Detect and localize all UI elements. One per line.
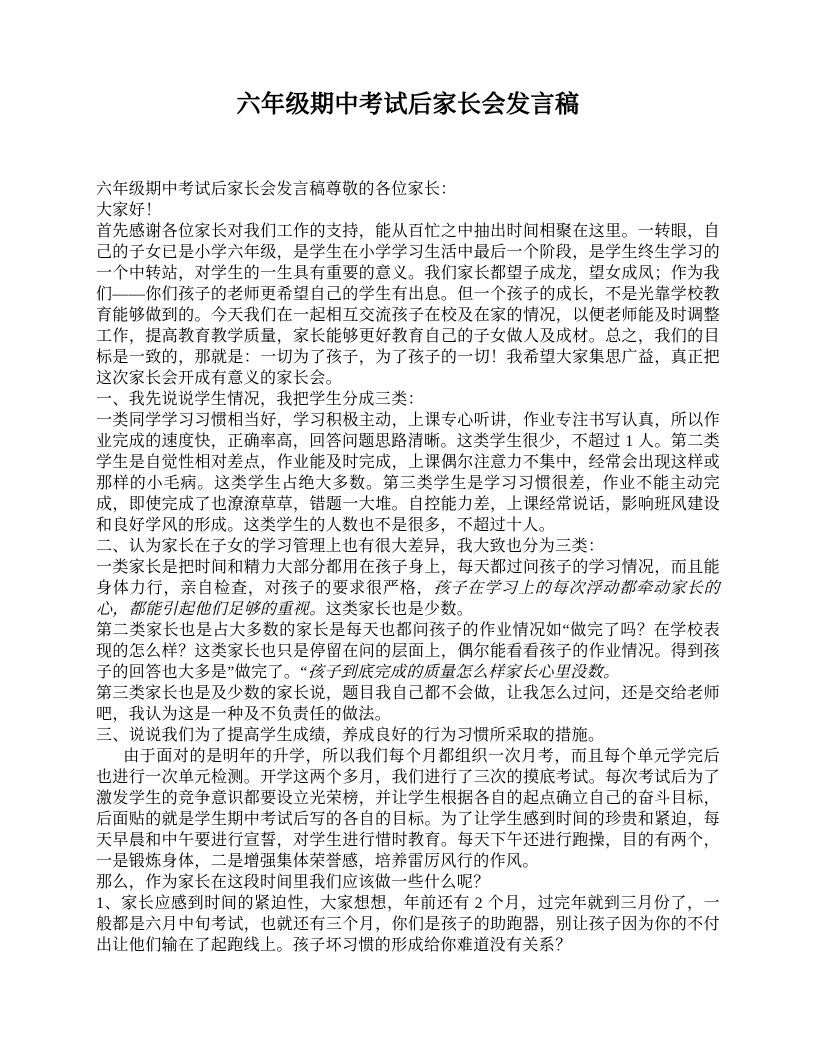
paragraph-9 [96, 683, 720, 725]
paragraph-8 [96, 620, 720, 683]
paragraph-10 [96, 725, 720, 746]
paragraph-7 [96, 557, 720, 620]
paragraph-11-segment-1: 由于面对的是明年的升学，所以我们每个月都组织一次月考，而且每个单元学完后也进行一次单元检测。开学这两个多月，我们进行了三次的摸底考试。每次考试后为了激发学生的竞争意识都要设立光荣榜，并让学生根据各自的起点确立自己的奋斗目标，后面贴的就是学生期中考试后写的各自的目标。为了让学生感到时间的珍贵和紧迫，每天早晨和中午要进行宣誓，对学生进行惜时教育。每天下午还进行跑操，目的有两个，一是锻炼身体，二是增强集体荣誉感，培养雷厉风行的作风。 [96, 748, 720, 870]
paragraph-10-segment-1: 三、说说我们为了提高学生成绩，养成良好的行为习惯所采取的措施。 [96, 727, 605, 744]
paragraph-4-segment-1: 一、我先说说学生情况，我把学生分成三类： [96, 391, 425, 408]
paragraph-1-segment-1: 六年级期中考试后家长会发言稿尊敬的各位家长： [96, 181, 457, 198]
paragraph-9-segment-1: 第三类家长也是及少数的家长说，题目我自己都不会做，让我怎么过问，还是交给老师吧，我认为这是一种及不负责任的做法。 [96, 685, 720, 723]
paragraph-8-segment-2: 孩子到底完成的质量怎么样家长心里没数。 [307, 664, 620, 681]
paragraph-13 [96, 893, 720, 956]
paragraph-1 [96, 179, 720, 200]
paragraph-7-segment-1: 一类家长是把时间和精力大部分都用在孩子身上，每天都过问孩子的学习情况，而且能身体力行，亲自检查，对孩子的要求很严格， [96, 559, 720, 597]
paragraph-12 [96, 872, 720, 893]
paragraph-8-segment-1: 第二类家长也是占大多数的家长是每天也都问孩子的作业情况如“做完了吗？在学校表现的怎么样？这类家长也只是停留在问的层面上，偶尔能看看孩子的作业情况。得到孩子的回答也大多是”做完了。“ [96, 622, 720, 681]
paragraph-13-segment-1: 1、家长应感到时间的紧迫性，大家想想，年前还有 2 个月，过完年就到三月份了，一般都是六月中旬考试，也就还有三个月，你们是孩子的助跑器，别让孩子因为你的不付出让他们输在了起跑线上。孩子坏习惯的形成给你难道没有关系？ [96, 895, 720, 954]
paragraph-4 [96, 389, 720, 410]
paragraph-12-segment-1: 那么，作为家长在这段时间里我们应该做一些什么呢？ [96, 874, 490, 891]
paragraph-6-segment-1: 二、认为家长在子女的学习管理上也有很大差异，我大致也分为三类： [96, 538, 605, 555]
paragraph-3-segment-1: 首先感谢各位家长对我们工作的支持，能从百忙之中抽出时间相聚在这里。一转眼，自己的子女已是小学六年级，是学生在小学学习生活中最后一个阶段，是学生终生学习的一个中转站，对学生的一生具有重要的意义。我们家长都望子成龙，望女成凤；作为我们——你们孩子的老师更希望自己的学生有出息。但一个孩子的成长，不是光靠学校教育能够做到的。今天我们在一起相互交流孩子在校及在家的情况，以便老师能及时调整工作，提高教育教学质量，家长能够更好教育自己的子女做人及成材。总之，我们的目标是一致的，那就是：一切为了孩子，为了孩子的一切！我希望大家集思广益，真正把这次家长会开成有意义的家长会。 [96, 223, 720, 387]
paragraph-2-segment-1: 大家好！ [96, 202, 162, 219]
paragraph-7-segment-3: 这类家长也是少数。 [325, 601, 474, 618]
paragraph-3 [96, 221, 720, 389]
paragraph-2 [96, 200, 720, 221]
document-title: 六年级期中考试后家长会发言稿 [236, 92, 580, 118]
paragraph-6 [96, 536, 720, 557]
paragraph-7-segment-2: 孩子在学习上的每次浮动都牵动家长的心，都能引起他们足够的重视。 [96, 580, 720, 618]
paragraph-5-segment-1: 一类同学学习习惯相当好，学习积极主动，上课专心听讲，作业专注书写认真，所以作业完成的速度快，正确率高，回答问题思路清晰。这类学生很少，不超过 1 人。第二类学生是自觉性相对差点，作业能及时完成，上课偶尔注意力不集中，经常会出现这样或那样的小毛病。这类学生占绝大多数。第三类学生是学习习惯很差，作业不能主动完成，即使完成了也潦潦草草，错题一大堆。自控能力差，上课经常说话，影响班风建设和良好学风的形成。这类学生的人数也不是很多，不超过十人。 [96, 412, 721, 534]
document-body [96, 179, 720, 956]
paragraph-11 [96, 746, 720, 872]
paragraph-5 [96, 410, 720, 536]
